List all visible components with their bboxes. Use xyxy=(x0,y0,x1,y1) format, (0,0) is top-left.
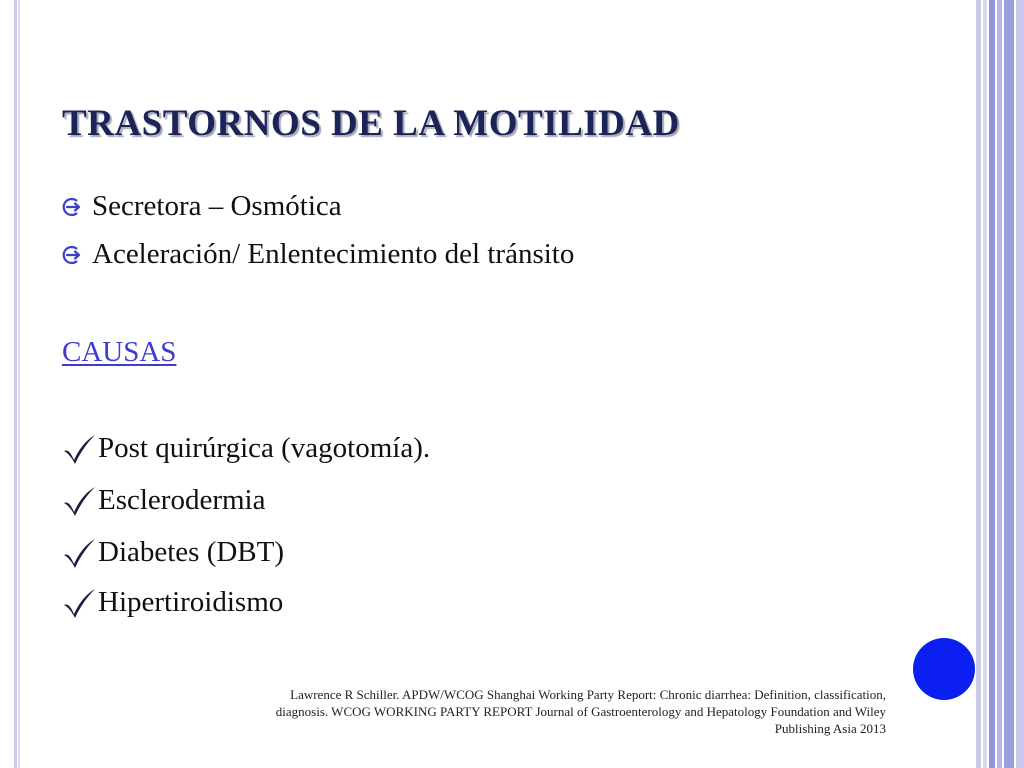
right-border-stripe xyxy=(983,0,987,768)
checkmark-icon xyxy=(62,537,96,569)
bullet-item xyxy=(62,238,574,271)
cause-item xyxy=(62,586,283,619)
arrow-right-circle-icon xyxy=(62,197,82,217)
checkmark-icon xyxy=(62,433,96,465)
cause-item xyxy=(62,484,265,517)
arrow-right-circle-icon xyxy=(62,245,82,265)
right-border-stripe xyxy=(1016,0,1024,768)
bullet-text: Secretora – Osmótica xyxy=(92,190,342,222)
bullet-item xyxy=(62,190,342,223)
causas-heading: CAUSAS xyxy=(62,336,177,368)
cause-text: Diabetes (DBT) xyxy=(98,536,285,568)
reference-citation xyxy=(106,686,886,737)
right-border-stripe xyxy=(976,0,981,768)
bullet-text: Aceleración/ Enlentecimiento del tránsito xyxy=(92,238,575,270)
right-border-stripe xyxy=(989,0,995,768)
reference-line: Publishing Asia 2013 xyxy=(774,721,886,736)
cause-text: Hipertiroidismo xyxy=(98,586,284,618)
right-border-stripe xyxy=(997,0,1002,768)
left-border-line xyxy=(14,0,17,768)
reference-line: Lawrence R Schiller. APDW/WCOG Shanghai Working Party Report: Chronic diarrhea: Definition, classification, xyxy=(290,687,886,702)
right-border-stripe xyxy=(1004,0,1014,768)
left-border-line xyxy=(18,0,20,768)
cause-text: Esclerodermia xyxy=(98,484,266,516)
cause-item xyxy=(62,432,430,465)
decorative-circle xyxy=(913,638,975,700)
cause-text: Post quirúrgica (vagotomía). xyxy=(98,432,431,464)
cause-item xyxy=(62,536,284,569)
checkmark-icon xyxy=(62,587,96,619)
slide-title: TRASTORNOS DE LA MOTILIDAD xyxy=(62,103,680,144)
reference-line: diagnosis. WCOG WORKING PARTY REPORT Journal of Gastroenterology and Hepatology Foundation and Wiley xyxy=(275,704,886,719)
checkmark-icon xyxy=(62,485,96,517)
